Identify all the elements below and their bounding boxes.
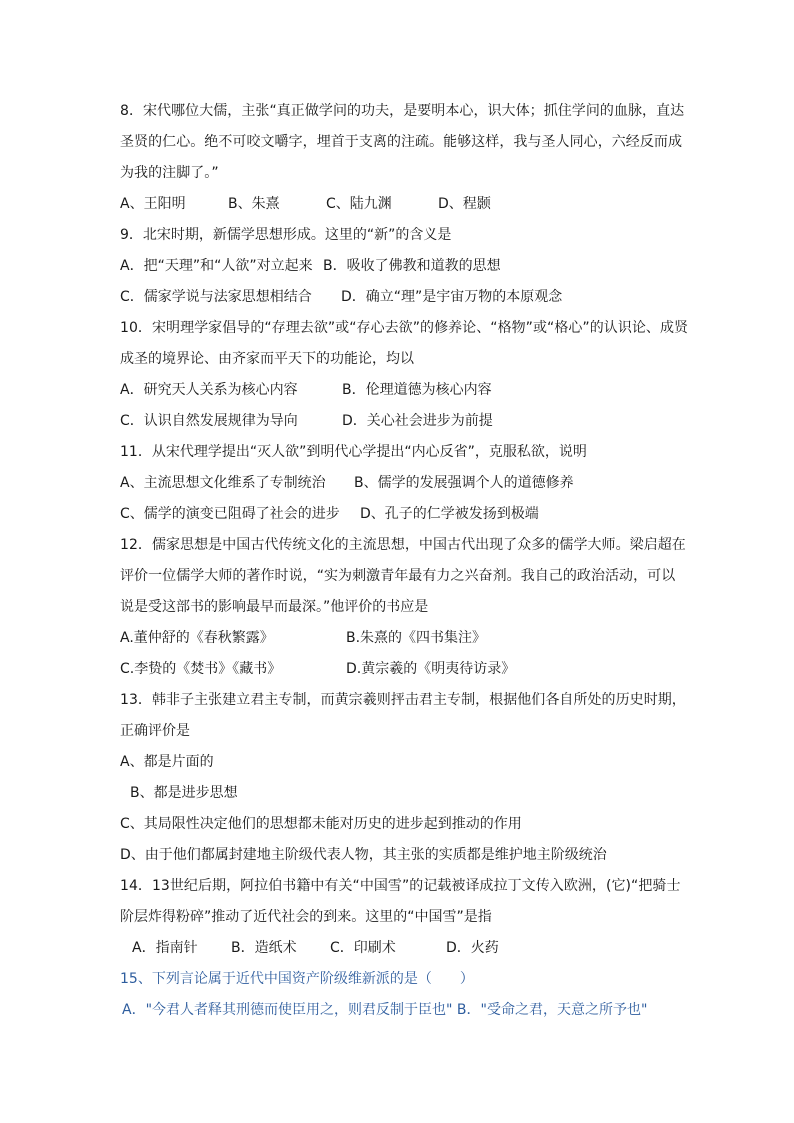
question-stem-line: 评价一位儒学大师的著作时说，“实为刺激青年最有力之兴奋剂。我自己的政治活动，可以 <box>120 568 676 584</box>
options-row <box>120 468 680 499</box>
question-stem-line: 10．宋明理学家倡导的“存理去欲”或“存心去欲”的修养论、“格物”或“格心”的认识论、成贤 <box>120 320 689 336</box>
question-stem-line: 为我的注脚了。” <box>120 165 219 181</box>
options-row <box>120 406 680 437</box>
options-row <box>120 189 680 220</box>
options-row <box>120 251 680 282</box>
option-d: D、由于他们都属封建地主阶级代表人物，其主张的实质都是维护地主阶级统治 <box>120 847 607 863</box>
question-12 <box>120 530 686 685</box>
option-b: B．造纸术 <box>231 940 297 956</box>
option-a: A．指南针 <box>132 940 198 956</box>
option-d: D．确立“理”是宇宙万物的本原观念 <box>341 289 563 305</box>
question-stem-line: 15、下列言论属于近代中国资产阶级维新派的是（ ） <box>120 971 474 987</box>
question-stem-line: 13．韩非子主张建立君主专制，而黄宗羲则抨击君主专制，根据他们各自所处的历史时期， <box>120 692 686 708</box>
option-b: B、都是进步思想 <box>130 785 238 801</box>
question-stem-line: 9．北宋时期，新儒学思想形成。这里的“新”的含义是 <box>120 227 452 243</box>
options-row: A．"今君人者释其刑德而使臣用之，则君反制于臣也" B．"受命之君，天意之所予也" <box>122 1002 648 1018</box>
option-a: A．把“天理”和“人欲”对立起来 <box>120 258 313 274</box>
question-stem-line: 圣贤的仁心。绝不可咬文嚼字，埋首于支离的注疏。能够这样，我与圣人同心，六经反而成 <box>120 134 682 150</box>
question-stem-line: 正确评价是 <box>120 723 190 739</box>
options-row <box>120 282 680 313</box>
question-stem-line: 11．从宋代理学提出“灭人欲”到明代心学提出“内心反省”，克服私欲，说明 <box>120 444 587 460</box>
option-c: C.李贽的《焚书》《藏书》 <box>120 661 282 677</box>
options-row <box>120 654 680 685</box>
option-d: D、孔子的仁学被发扬到极端 <box>360 506 539 522</box>
option-c: C．印刷术 <box>330 940 396 956</box>
option-a: A、都是片面的 <box>120 754 214 770</box>
question-stem-line: 阶层炸得粉碎”推动了近代社会的到来。这里的“中国雪”是指 <box>120 909 492 925</box>
option-a: A．研究天人关系为核心内容 <box>120 382 298 398</box>
option-b: B、朱熹 <box>228 196 280 212</box>
question-stem-line: 8．宋代哪位大儒，主张“真正做学问的功夫，是要明本心，识大体；抓住学问的血脉，直达 <box>120 103 685 119</box>
option-b: B、儒学的发展强调个人的道德修养 <box>354 475 574 491</box>
question-10 <box>120 313 689 437</box>
options-row <box>120 623 680 654</box>
question-8 <box>120 96 685 220</box>
option-c: C．认识自然发展规律为导向 <box>120 413 298 429</box>
question-stem-line: 成圣的境界论、由齐家而平天下的功能论，均以 <box>120 351 414 367</box>
question-stem-line: 14．13世纪后期，阿拉伯书籍中有关“中国雪”的记载被译成拉丁文传入欧洲，(它)“把骑士 <box>120 878 681 894</box>
option-b: B.朱熹的《四书集注》 <box>346 630 487 646</box>
option-c: C、儒学的演变已阻碍了社会的进步 <box>120 506 340 522</box>
option-d: D.黄宗羲的《明夷待访录》 <box>346 661 516 677</box>
options-row <box>120 375 680 406</box>
option-d: D．关心社会进步为前提 <box>342 413 493 429</box>
option-b: B．吸收了佛教和道教的思想 <box>323 258 501 274</box>
options-row <box>120 499 680 530</box>
option-c: C、陆九渊 <box>326 196 392 212</box>
option-a: A、主流思想文化维系了专制统治 <box>120 475 326 491</box>
options-row <box>120 933 680 964</box>
option-c: C、其局限性决定他们的思想都未能对历史的进步起到推动的作用 <box>120 816 522 832</box>
question-14 <box>120 871 680 964</box>
question-stem-line: 说是受这部书的影响最早而最深。”他评价的书应是 <box>120 599 429 615</box>
question-15 <box>120 964 680 1026</box>
question-9 <box>120 220 680 313</box>
option-c: C．儒家学说与法家思想相结合 <box>120 289 312 305</box>
question-13 <box>120 685 686 871</box>
option-a: A.董仲舒的《春秋繁露》 <box>120 630 274 646</box>
option-d: D、程颢 <box>438 196 491 212</box>
question-11 <box>120 437 680 530</box>
option-b: B．伦理道德为核心内容 <box>342 382 492 398</box>
question-stem-line: 12．儒家思想是中国古代传统文化的主流思想，中国古代出现了众多的儒学大师。梁启超在 <box>120 537 686 553</box>
option-d: D．火药 <box>446 940 499 956</box>
option-a: A、王阳明 <box>120 196 186 212</box>
exam-page <box>120 96 689 1026</box>
